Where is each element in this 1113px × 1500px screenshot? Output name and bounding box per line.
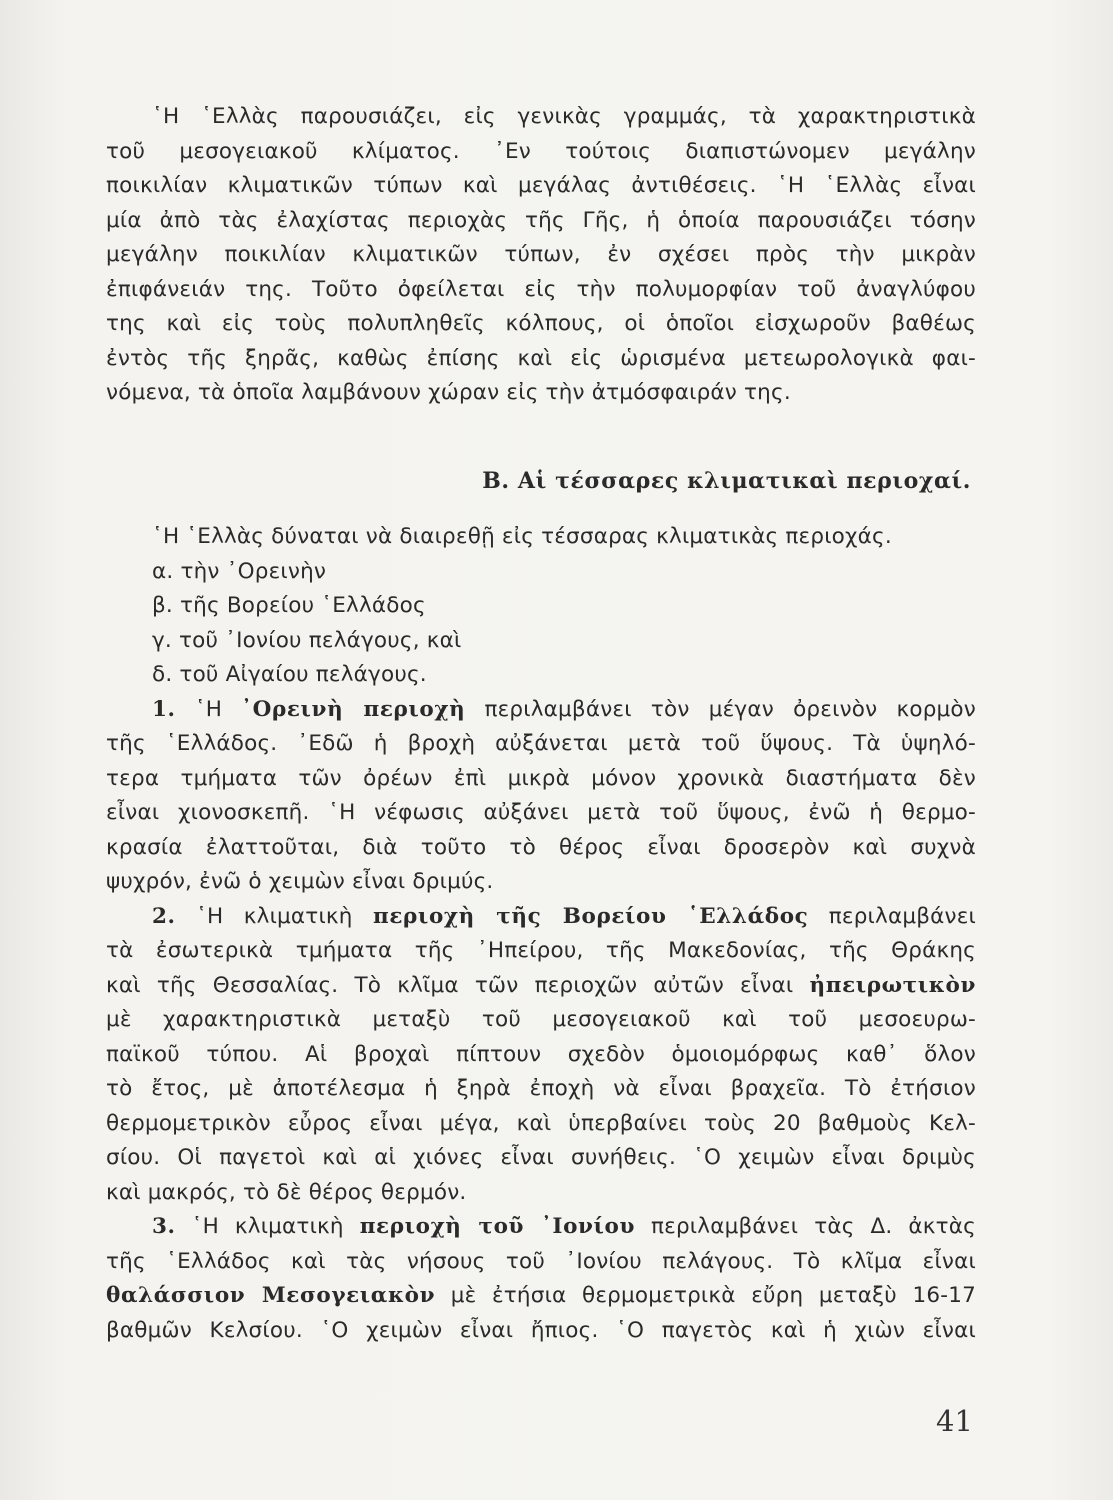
text-line: μεγάλην ποικιλίαν κλιματικῶν τύπων, ἐν σχέσει πρὸς τὴν μικρὰν — [106, 242, 976, 267]
list-item: β. τῆς Βορείου ῾Ελλάδος — [152, 593, 426, 618]
region3-first-line — [106, 1210, 976, 1245]
region2-number: 2. — [152, 903, 176, 929]
text-line: βαθμῶν Κελσίου. ῾Ο χειμὼν εἶναι ἤπιος. ῾Ο παγετὸς καὶ ἡ χιὼν εἶναι — [106, 1317, 976, 1343]
region3-line3-rest: μὲ ἐτήσια θερμομετρικὰ εὔρη μεταξὺ 16-17 — [450, 1283, 976, 1308]
region2-first-line — [106, 900, 976, 935]
text-line: παϊκοῦ τύπου. Αἱ βροχαὶ πίπτουν σχεδὸν ὁμοιομόρφως καθ᾿ ὅλον — [106, 1041, 976, 1067]
region2-term: περιοχὴ τῆς Βορείου ῾Ελλάδος — [373, 903, 809, 929]
text-line: θερμομετρικὸν εὖρος εἶναι μέγα, καὶ ὑπερβαίνει τοὺς 20 βαθμοὺς Κελ- — [106, 1110, 976, 1136]
region1-number: 1. — [152, 696, 176, 722]
region2-line3-pre: καὶ τῆς Θεσσαλίας. Τὸ κλῖμα τῶν περιοχῶν αὐτῶν εἶναι — [106, 972, 794, 998]
page-number: 41 — [936, 1404, 973, 1438]
region3-pre: ῾Η κλιματικὴ — [191, 1214, 344, 1239]
region1-rest: περιλαμβάνει τὸν μέγαν ὀρεινὸν κορμὸν — [484, 696, 976, 722]
text-line: ἐντὸς τῆς ξηρᾶς, καθὼς ἐπίσης καὶ εἰς ὡρισμένα μετεωρολογικὰ φαι- — [106, 345, 976, 371]
text-line: ἐπιφάνειάν της. Τοῦτο ὀφείλεται εἰς τὴν πολυμορφίαν τοῦ ἀναγλύφου — [106, 276, 976, 302]
text-line: ῾Η ῾Ελλὰς παρουσιάζει, εἰς γενικὰς γραμμάς, τὰ χαρακτηριστικὰ — [152, 104, 976, 129]
list-item: δ. τοῦ Αἰγαίου πελάγους. — [152, 662, 427, 687]
text-line: ποικιλίαν κλιματικῶν τύπων καὶ μεγάλας ἀντιθέσεις. ῾Η ῾Ελλὰς εἶναι — [106, 173, 976, 198]
text-line: τερα τμήματα τῶν ὀρέων ἐπὶ μικρὰ μόνον χρονικὰ διαστήματα δὲν — [106, 765, 976, 791]
text-line: τῆς ῾Ελλάδος. ᾿Εδῶ ἡ βροχὴ αὐξάνεται μετὰ τοῦ ὕψους. Τὰ ὑψηλό- — [106, 731, 976, 756]
region2-pre: ῾Η κλιματικὴ — [196, 903, 353, 929]
region1-term: ᾿Ορεινὴ περιοχὴ — [241, 696, 466, 722]
text-line: καὶ μακρός, τὸ δὲ θέρος θερμόν. — [106, 1179, 467, 1205]
region2-line3 — [106, 969, 976, 1004]
text-line: τὸ ἔτος, μὲ ἀποτέλεσμα ἡ ξηρὰ ἐποχὴ νὰ εἶναι βραχεῖα. Τὸ ἐτήσιον — [106, 1076, 976, 1101]
region1-first-line — [106, 693, 976, 728]
list-item: α. τὴν ᾿Ορεινὴν — [152, 558, 327, 584]
text-line: ψυχρόν, ἐνῶ ὁ χειμὼν εἶναι δριμύς. — [106, 869, 494, 894]
section-heading: Β. Αἱ τέσσαρες κλιματικαὶ περιοχαί. — [482, 468, 971, 494]
text-line: νόμενα, τὰ ὁποῖα λαμβάνουν χώραν εἰς τὴν ἀτμόσφαιράν της. — [106, 380, 791, 405]
region3-number: 3. — [152, 1214, 176, 1239]
intro-paragraph — [106, 100, 976, 411]
text-line: της καὶ εἰς τοὺς πολυπληθεῖς κόλπους, οἱ ὁποῖοι εἰσχωροῦν βαθέως — [106, 311, 976, 336]
regions-intro: ῾Η ῾Ελλὰς δύναται νὰ διαιρεθῇ εἰς τέσσαρας κλιματικὰς περιοχάς. — [152, 524, 892, 549]
region3-rest: περιλαμβάνει τὰς Δ. ἀκτὰς — [650, 1214, 976, 1239]
region2-line3-bold: ἠπειρωτικὸν — [809, 972, 976, 998]
text-line: κρασία ἐλαττοῦται, διὰ τοῦτο τὸ θέρος εἶναι δροσερὸν καὶ συχνὰ — [106, 834, 976, 860]
region1-article: ῾Η — [194, 696, 223, 722]
region3-term: περιοχὴ τοῦ ᾿Ιονίου — [359, 1214, 636, 1239]
text-line: τῆς ῾Ελλάδος καὶ τὰς νήσους τοῦ ᾿Ιονίου πελάγους. Τὸ κλῖμα εἶναι — [106, 1248, 976, 1274]
list-item: γ. τοῦ ᾿Ιονίου πελάγους, καὶ — [152, 627, 462, 653]
text-line: τὰ ἐσωτερικὰ τμήματα τῆς ᾿Ηπείρου, τῆς Μακεδονίας, τῆς Θράκης — [106, 938, 976, 963]
region3-line3 — [106, 1279, 976, 1314]
text-line: σίου. Οἱ παγετοὶ καὶ αἱ χιόνες εἶναι συνήθεις. ῾Ο χειμὼν εἶναι δριμὺς — [106, 1145, 976, 1170]
text-line: μία ἀπὸ τὰς ἐλαχίστας περιοχὰς τῆς Γῆς, ἡ ὁποία παρουσιάζει τόσην — [106, 207, 976, 233]
text-line: τοῦ μεσογειακοῦ κλίματος. ᾿Εν τούτοις διαπιστώνομεν μεγάλην — [106, 138, 976, 164]
text-line: μὲ χαρακτηριστικὰ μεταξὺ τοῦ μεσογειακοῦ καὶ τοῦ μεσοευρω- — [106, 1007, 976, 1032]
regions-block — [106, 520, 976, 1348]
region2-rest: περιλαμβάνει — [828, 903, 976, 929]
region3-line3-bold: θαλάσσιον Μεσογειακὸν — [106, 1283, 436, 1308]
text-line: εἶναι χιονοσκεπῆ. ῾Η νέφωσις αὐξάνει μετὰ τοῦ ὕψους, ἐνῶ ἡ θερμο- — [106, 800, 976, 825]
